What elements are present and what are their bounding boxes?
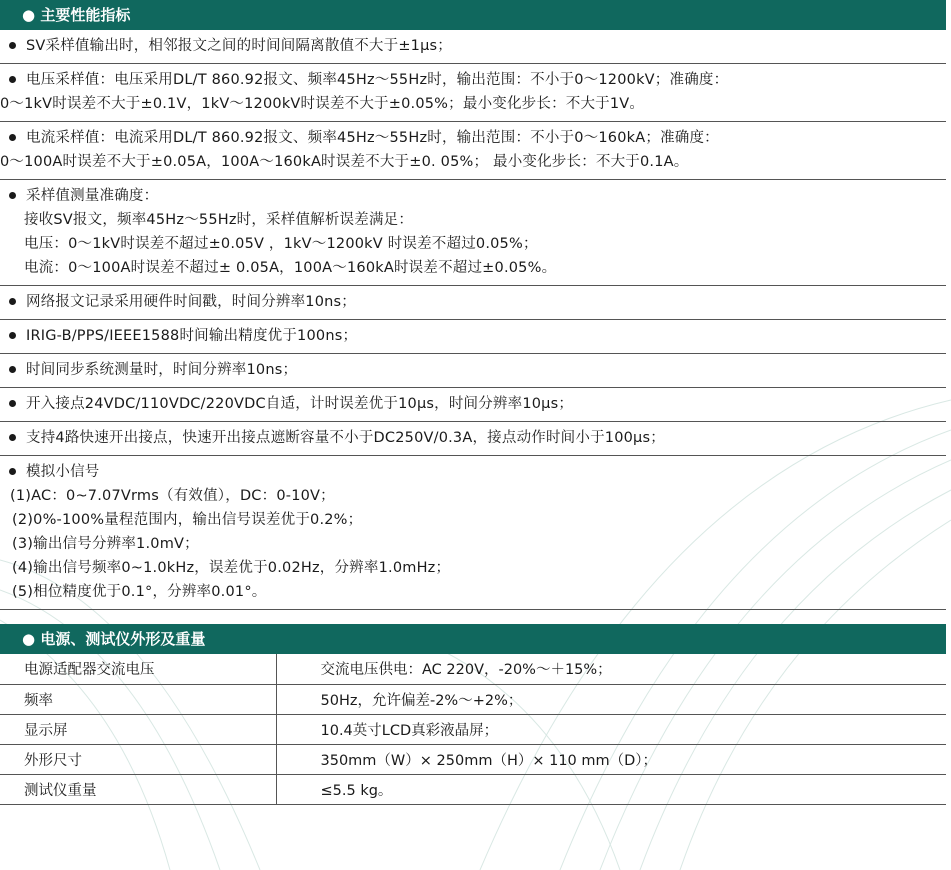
bullet-icon [9,192,16,199]
spec-item [0,180,946,286]
bullet-icon [9,76,16,83]
spec-table [0,654,946,805]
spec-line: (3)输出信号分辨率1.0mV； [12,536,199,552]
spec-line: 网络报文记录采用硬件时间戳，时间分辨率10ns； [26,294,356,310]
section-gap [0,610,946,624]
spec-item [0,30,946,64]
spec-line: 电流：0～100A时误差不超过± 0.05A，100A～160kA时误差不超过±0.05%。 [24,260,557,276]
table-value: 350mm（W）× 250mm（H）× 110 mm（D）； [276,744,946,774]
table-value: 50Hz，允许偏差-2%～+2%； [276,684,946,714]
section-header-power-dimensions: ● 电源、测试仪外形及重量 [0,624,946,654]
spec-item [0,388,946,422]
spec-item [0,422,946,456]
bullet-icon [9,434,16,441]
spec-line: (5)相位精度优于0.1°，分辨率0.01°。 [12,584,267,600]
section-title: 主要性能指标 [40,6,131,24]
section-header-performance: ● 主要性能指标 [0,0,946,30]
section-title: 电源、测试仪外形及重量 [40,630,206,648]
spec-line: 电压采样值：电压采用DL/T 860.92报文、频率45Hz～55Hz时，输出范围：不小于0～1200kV；准确度： [26,72,729,88]
table-key: 频率 [0,684,276,714]
table-value: 交流电压供电：AC 220V，-20%～＋15%； [276,654,946,684]
spec-line: (4)输出信号频率0~1.0kHz，误差优于0.02Hz，分辨率1.0mHz； [12,560,451,576]
bullet-icon [9,332,16,339]
table-key: 外形尺寸 [0,744,276,774]
spec-item [0,64,946,122]
table-key: 电源适配器交流电压 [0,654,276,684]
spec-item [0,456,946,610]
spec-line: 0～1kV时误差不大于±0.1V，1kV～1200kV时误差不大于±0.05%；最小变化步长：不大于1V。 [0,96,645,112]
bullet-icon [9,298,16,305]
spec-line: IRIG-B/PPS/IEEE1588时间输出精度优于100ns； [26,328,358,344]
bullet-icon [9,366,16,373]
bullet-icon [9,400,16,407]
table-key: 测试仪重量 [0,774,276,804]
spec-line: (1)AC：0~7.07Vrms（有效值），DC：0-10V； [10,488,335,504]
spec-line: (2)0%-100%量程范围内，输出信号误差优于0.2%； [12,512,363,528]
spec-line: 采样值测量准确度： [26,188,159,204]
spec-line: SV采样值输出时，相邻报文之间的时间间隔离散值不大于±1μs； [26,38,452,54]
spec-line: 电压：0～1kV时误差不超过±0.05V ，1kV～1200kV 时误差不超过0.05%； [24,236,538,252]
table-row [0,684,946,714]
spec-line: 模拟小信号 [26,464,100,480]
spec-line: 时间同步系统测量时，时间分辨率10ns； [26,362,298,378]
spec-line: 电流采样值：电流采用DL/T 860.92报文、频率45Hz～55Hz时，输出范围：不小于0～160kA；准确度： [26,130,719,146]
spec-item [0,122,946,180]
spec-line: 0～100A时误差不大于±0.05A，100A～160kA时误差不大于±0. 05%； 最小变化步长：不大于0.1A。 [0,154,689,170]
table-row [0,774,946,804]
spec-line: 开入接点24VDC/110VDC/220VDC自适，计时误差优于10μs，时间分辨率10μs； [26,396,574,412]
spec-item [0,354,946,388]
spec-item [0,286,946,320]
table-row [0,744,946,774]
spec-line: 支持4路快速开出接点，快速开出接点遮断容量不小于DC250V/0.3A，接点动作时间小于100μs； [26,430,665,446]
table-value: 10.4英寸LCD真彩液晶屏； [276,714,946,744]
spec-line: 接收SV报文，频率45Hz～55Hz时，采样值解析误差满足： [24,212,414,228]
table-row [0,714,946,744]
table-key: 显示屏 [0,714,276,744]
table-row [0,654,946,684]
table-value: ≤5.5 kg。 [276,774,946,804]
bullet-icon [9,42,16,49]
bullet-icon [9,134,16,141]
spec-item [0,320,946,354]
bullet-icon [9,468,16,475]
